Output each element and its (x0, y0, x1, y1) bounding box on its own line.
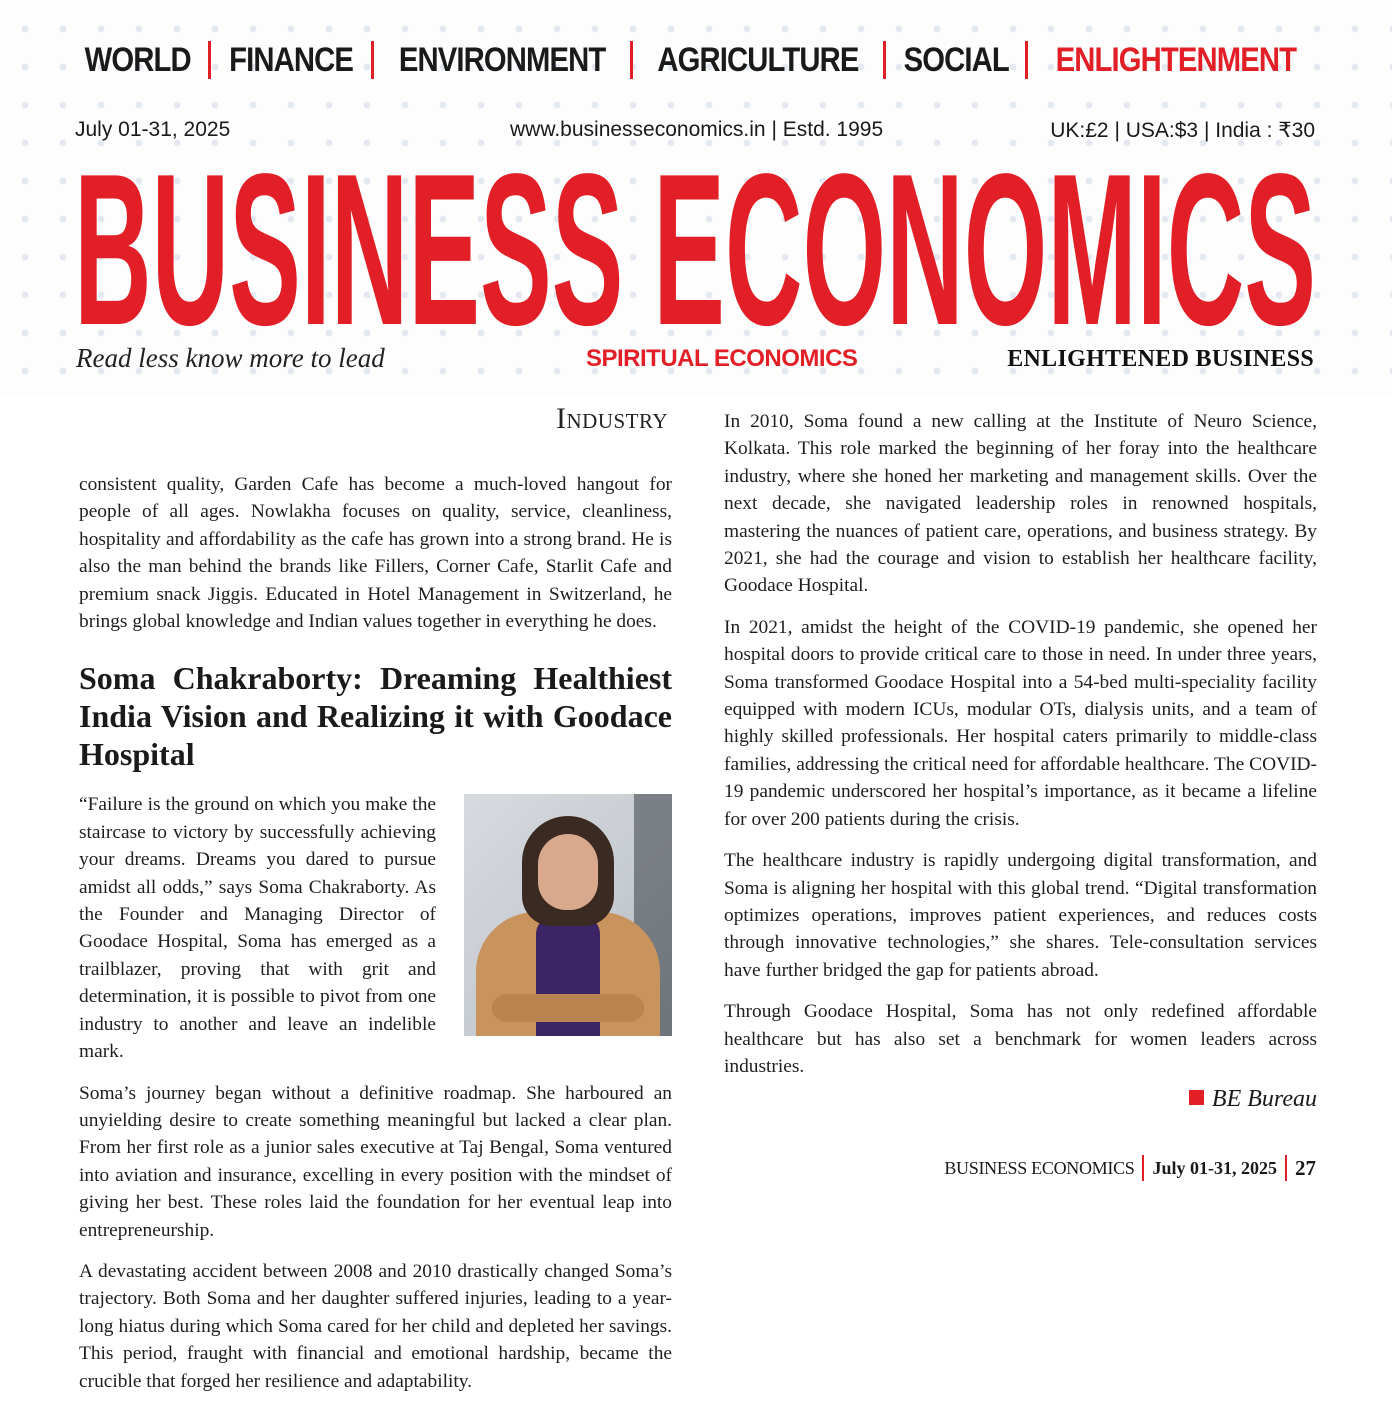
article-left-column (79, 471, 672, 1409)
body-paragraph: The healthcare industry is rapidly undergoing digital transformation, and Soma is aligning her hospital with this global trend. “Digital transformation optimizes operations, improves patient experiences, and reduces costs through innovative technologies,” she shares. Tele-consultation services have further bridged the gap for patients abroad. (724, 850, 1317, 981)
quote-block (79, 791, 672, 1065)
footer-separator (1285, 1155, 1287, 1181)
body-paragraph: In 2010, Soma found a new calling at the Institute of Neuro Science, Kolkata. This role marked the beginning of her foray into the healthcare industry, where she honed her marketing and management skills. Over the next decade, she navigated leadership roles in renowned hospitals, mastering the nuances of patient care, operations, and business strategy. By 2021, she had the courage and vision to establish her healthcare facility, Goodace Hospital. (724, 411, 1317, 597)
quote-paragraph: “Failure is the ground on which you make the staircase to victory by successfully achieving your dreams. Dreams you dared to pursue amidst all odds,” says Soma Chakraborty. As the Founder and Managing Director of Goodace Hospital, Soma has emerged as a trailblazer, proving that with grit and determination, it is possible to pivot from one industry to another and leave an indelible mark. (79, 794, 436, 1063)
nav-separator (1025, 41, 1028, 79)
nav-separator (208, 41, 211, 79)
page-footer (944, 1153, 1316, 1183)
portrait-photo (464, 794, 672, 1036)
category-label: Industry (556, 402, 669, 435)
publication-logo (74, 158, 1316, 334)
nav-separator (630, 41, 633, 79)
section-label: SPIRITUAL ECONOMICS (586, 345, 858, 372)
website-link[interactable]: www.businesseconomics.in (510, 118, 766, 141)
issue-date: July 01-31, 2025 (75, 118, 231, 141)
nav-separator (371, 41, 374, 79)
footer-date: July 01-31, 2025 (1152, 1157, 1277, 1178)
body-paragraph: Through Goodace Hospital, Soma has not only redefined affordable healthcare but has also set a benchmark for women leaders across industries. (724, 1001, 1317, 1077)
established-year: | Estd. 1995 (771, 118, 884, 141)
byline (724, 1086, 1317, 1113)
nav-item-social[interactable]: SOCIAL (903, 40, 1009, 79)
nav-item-enlightenment[interactable]: ENLIGHTENMENT (1055, 40, 1297, 79)
body-paragraph: A devastating accident between 2008 and 2010 drastically changed Soma’s trajectory. Both Soma and her daughter suffered injuries, leading to a year-long hiatus during which Soma cared for her child and depleted her savings. This period, fraught with financial and emotional hardship, became the crucible that forged her resilience and adaptability. (79, 1260, 672, 1392)
cover-prices: UK:£2 | USA:$3 | India : ₹30 (1050, 119, 1315, 142)
byline-text: BE Bureau (1211, 1086, 1317, 1113)
photo-face (538, 834, 598, 910)
footer-publication: BUSINESS ECONOMICS (944, 1157, 1135, 1178)
photo-folded-arms (492, 994, 644, 1022)
intro-paragraph: consistent quality, Garden Cafe has become a much-loved hangout for people of all ages. Nowlakha focuses on quality, service, cleanliness, hospitality and affordability as the cafe has grown into a strong brand. He is also the man behind the brands like Fillers, Corner Cafe, Starlit Cafe and premium snack Jiggis. Educated in Hotel Management in Switzerland, he brings global knowledge and Indian values together in everything he does. (79, 474, 672, 633)
page-number: 27 (1295, 1155, 1316, 1180)
body-paragraph: Soma’s journey began without a definitive roadmap. She harboured an unyielding desire to create something meaningful but lacked a clear plan. From her first role as a junior sales executive at Taj Bengal, Soma ventured into aviation and insurance, excelling in every position with the mindset of giving her best. These roles laid the foundation for her eventual leap into entrepreneurship. (79, 1082, 672, 1241)
nav-item-environment[interactable]: ENVIRONMENT (398, 40, 606, 79)
section-label-right: ENLIGHTENED BUSINESS (1007, 346, 1314, 372)
footer-separator (1142, 1155, 1144, 1181)
byline-square-icon (1189, 1090, 1204, 1105)
nav-item-finance[interactable]: FINANCE (228, 40, 353, 79)
nav-item-world[interactable]: WORLD (84, 40, 191, 79)
logo-text: BUSINESS ECONOMICS (74, 158, 1316, 334)
tagline: Read less know more to lead (76, 343, 385, 373)
body-paragraph: In 2021, amidst the height of the COVID-19 pandemic, she opened her hospital doors to provide critical care to those in need. In under three years, Soma transformed Goodace Hospital into a 54-bed multi-speciality facility equipped with modern ICUs, modular OTs, dialysis units, and a team of highly skilled professionals. Her hospital caters primarily to middle-class families, addressing the critical need for affordable healthcare. The COVID-19 pandemic underscored her hospital’s importance, as it became a lifeline for over 200 patients during the crisis. (724, 616, 1317, 830)
article-right-column (724, 408, 1317, 1114)
section-nav (76, 36, 1316, 84)
article-headline: Soma Chakraborty: Dreaming Healthiest India Vision and Realizing it with Goodace Hospital (79, 660, 672, 773)
website-line (510, 118, 883, 148)
nav-separator (883, 41, 886, 79)
nav-item-agriculture[interactable]: AGRICULTURE (657, 40, 859, 79)
